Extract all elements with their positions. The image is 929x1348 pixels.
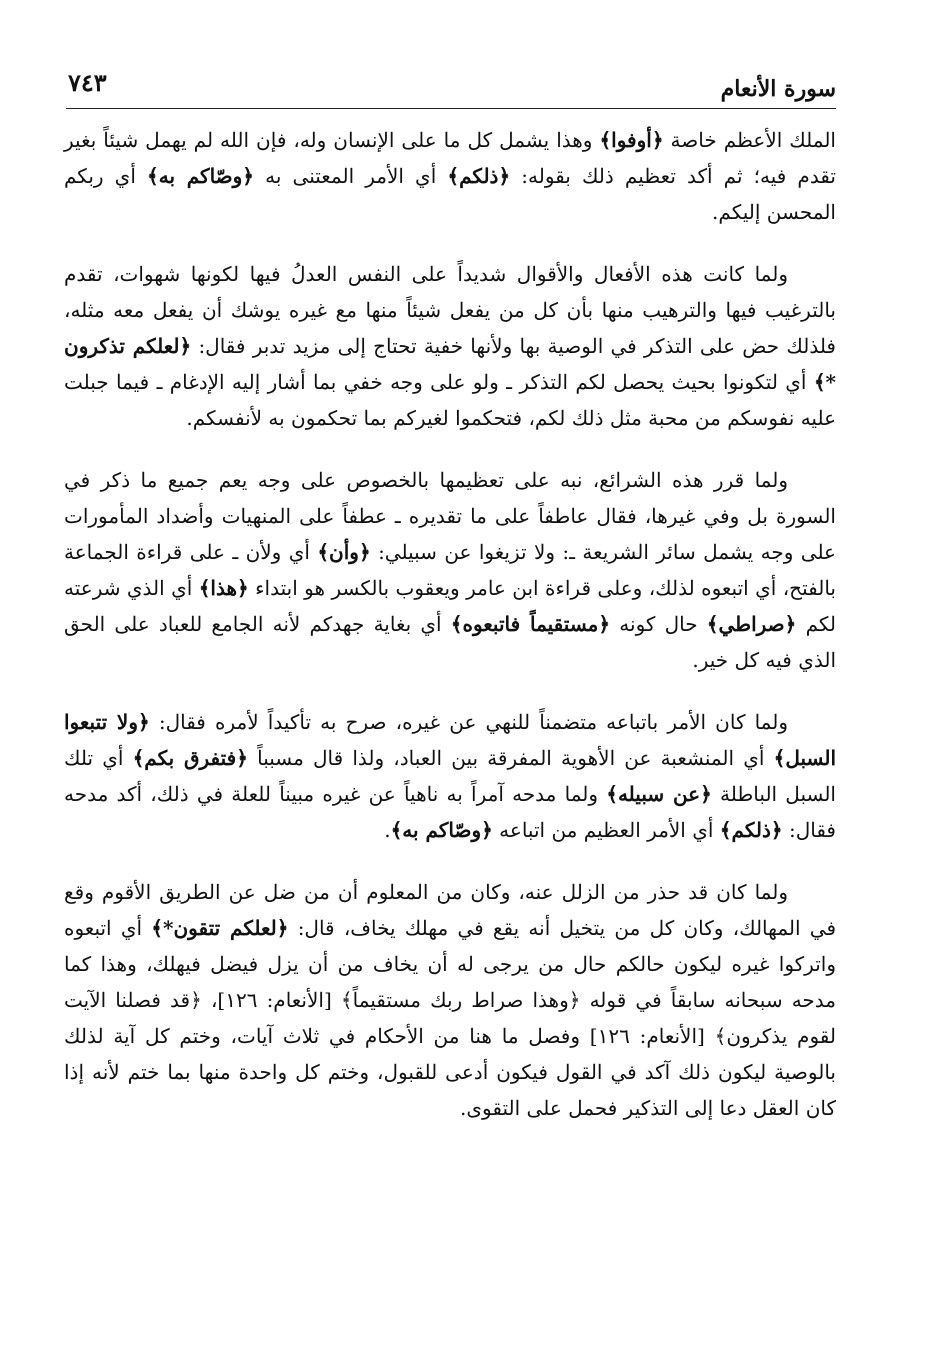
header-divider	[66, 108, 836, 109]
body-text	[64, 122, 836, 1152]
paragraph-text: ولما مدحه آمراً به ناهياً عن غيره مبيناً للعلة في ذلك، أكد مدحه فقال:	[64, 782, 836, 842]
quran-quote: ﴿ذلكم﴾	[719, 818, 783, 842]
paragraph	[64, 462, 836, 678]
paragraph-text: أي تلك السبل الباطلة	[64, 746, 836, 806]
paragraph-text: أي الذي شرعته لكم	[64, 576, 837, 636]
quran-quote: ﴿ذلكم﴾	[447, 164, 511, 188]
quran-quote: ﴿عن سبيله﴾	[606, 782, 712, 806]
paragraph-text: ولما كانت هذه الأفعال والأقوال شديداً على النفس العدلُ فيها لكونها شهوات، تقدم بالترغيب فيها والترهيب منها بأن كل من يفعل شيئاً منها مع غيره يوشك أن يفعل معه مثله، فلذلك حض على التذكر في الوصية بها ولأنها خفية تحتاج إلى مزيد تدبر فقال:	[64, 262, 836, 358]
paragraph-text: حال كونه	[610, 612, 707, 636]
quran-quote: ﴿مستقيماً فاتبعوه﴾	[450, 612, 611, 636]
paragraph-text: .	[384, 818, 391, 842]
paragraph	[64, 256, 836, 436]
paragraph-text: أي لتكونوا بحيث يحصل لكم التذكر ـ ولو على وجه خفي بما أشار إليه الإدغام ـ فيما جبلت عليه نفوسكم من محبة مثل ذلك لكم، فتحكموا لغيركم بما تحكمون به لأنفسكم.	[64, 370, 836, 430]
paragraph	[64, 122, 836, 230]
paragraph-text: ولما قرر هذه الشرائع، نبه على تعظيمها بالخصوص على وجه يعم جميع ما ذكر في السورة بل وفي غيرها، فقال عاطفاً على ما تقديره ـ عطفاً على المنهيات وأضداد المأمورات على وجه يشمل سائر الشريعة ـ: ولا تزيغوا عن سبيلي:	[64, 468, 836, 564]
quran-quote: ﴿لعلكم تذكرون *﴾	[64, 334, 836, 394]
paragraph-text: وهذا يشمل كل ما على الإنسان وله، فإن الله لم يهمل شيئاً بغير تقدم فيه؛ ثم أكد تعظيم ذلك بقوله:	[64, 128, 836, 188]
paragraph-text: أي ولأن ـ على قراءة الجماعة بالفتح، أي اتبعوه لذلك، وعلى قراءة ابن عامر ويعقوب بالكسر هو ابتداء	[64, 540, 836, 600]
paragraph-text: أي بغاية جهدكم لأنه الجامع للعباد على الحق الذي فيه كل خير.	[64, 612, 836, 672]
paragraph-text: أي الأمر المعتنى به	[254, 164, 448, 188]
paragraph-text: ولما كان الأمر باتباعه متضمناً للنهي عن غيره، صرح به تأكيداً لأمره فقال:	[149, 710, 788, 734]
quran-quote: ﴿فتفرق بكم﴾	[132, 746, 248, 770]
paragraph	[64, 874, 836, 1126]
page-number: ٧٤٣	[68, 68, 107, 97]
quran-quote: ﴿صراطي﴾	[706, 612, 797, 636]
paragraph-text: أي ربكم المحسن إليكم.	[64, 164, 836, 224]
quran-quote: ﴿هذا﴾	[198, 576, 249, 600]
quran-quote: ﴿وصّاكم به﴾	[390, 818, 493, 842]
paragraph-text: الملك الأعظم خاصة	[663, 128, 836, 152]
quran-quote: ﴿ولا تتبعوا السبل﴾	[64, 710, 837, 770]
quran-quote: ﴿وأن﴾	[317, 540, 371, 564]
paragraph-text: أي الأمر العظيم من اتباعه	[492, 818, 720, 842]
quran-quote: ﴿أوفوا﴾	[599, 128, 664, 152]
surah-title: سورة الأنعام	[720, 76, 836, 102]
quran-quote: ﴿لعلكم تتقون*﴾	[151, 916, 289, 940]
page-header	[66, 66, 836, 110]
paragraph	[64, 704, 836, 848]
paragraph-text: أي اتبعوه واتركوا غيره ليكون حالكم حال من يرجى له أن يخاف من أن يزل فيضل فيهلك، وهذا كما مدحه سبحانه سابقاً في قوله ﴿وهذا صراط ربك مستقيماً﴾ [الأنعام: ١٢٦]، ﴿قد فصلنا الآيت لقوم يذكرون﴾ [الأنعام: ١٢٦] وفصل ما هنا من الأحكام في ثلاث آيات، وختم كل آية لذلك بالوصية ليكون ذلك آكد في القول فيكون أدعى للقبول، وختم كل واحدة منها بما ختم لأنه إذا كان العقل دعا إلى التذكير فحمل على التقوى.	[64, 916, 837, 1120]
paragraph-text: ولما كان قد حذر من الزلل عنه، وكان من المعلوم أن من ضل عن الطريق الأقوم وقع في المهالك، وكان كل من يتخيل أنه يقع في مهلك يخاف، قال:	[64, 880, 837, 940]
quran-quote: ﴿وصّاكم به﴾	[147, 164, 255, 188]
paragraph-text: أي المنشعبة عن الأهوية المفرقة بين العباد، ولذا قال مسبباً	[247, 746, 774, 770]
